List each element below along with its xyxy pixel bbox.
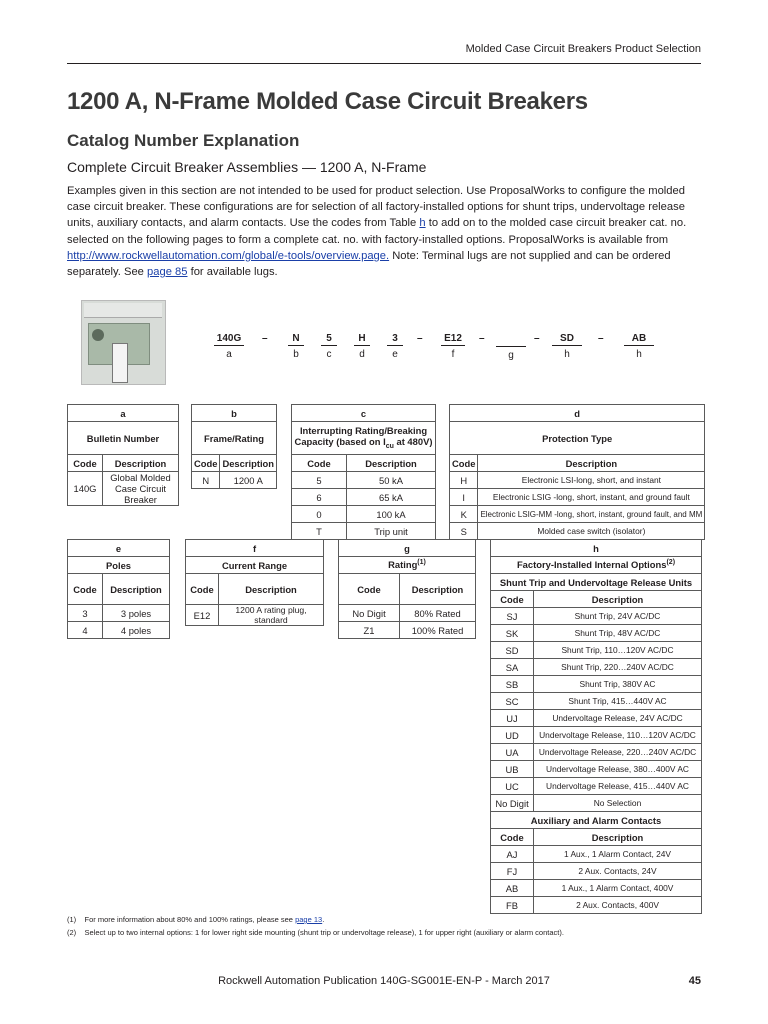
cell-code: UB [491, 761, 534, 778]
table-d-protection [449, 404, 705, 540]
cell-description: Trip unit [347, 523, 436, 540]
cat-segment-g [496, 333, 526, 361]
cell-code: Z1 [339, 622, 400, 639]
cat-segment-d [354, 333, 370, 360]
cat-segment-f [441, 333, 465, 360]
cell-code: K [450, 506, 478, 523]
col-header-description: Description [534, 591, 702, 608]
cat-segment-a [214, 333, 244, 360]
intro-text-4: for available lugs. [187, 266, 278, 279]
cell-code: 5 [292, 472, 347, 489]
col-header-description: Description [534, 829, 702, 846]
table-c-interrupting [291, 404, 436, 540]
table-row [491, 897, 702, 914]
col-header-description: Description [478, 455, 705, 472]
cell-description: Shunt Trip, 24V AC/DC [534, 608, 702, 625]
footnote-end: . [322, 915, 325, 924]
cat-segment-h2 [624, 333, 654, 360]
footnote-marker: (1) [67, 915, 77, 924]
cat-dash: – [598, 333, 604, 344]
cell-code: N [192, 472, 220, 489]
cell-code: SC [491, 693, 534, 710]
table-row [491, 727, 702, 744]
table-row [450, 523, 705, 540]
col-header-code: Code [450, 455, 478, 472]
cat-code: 140G [214, 333, 244, 346]
cat-letter: d [359, 349, 365, 360]
intro-paragraph [67, 183, 701, 280]
cell-code: UC [491, 778, 534, 795]
table-row [292, 506, 436, 523]
table-title: Poles [68, 557, 170, 574]
cat-code: 5 [321, 333, 337, 346]
table-letter: h [491, 540, 702, 557]
col-header-code: Code [339, 574, 400, 605]
cell-code: No Digit [491, 795, 534, 812]
col-header-code: Code [186, 574, 219, 605]
table-row [68, 472, 179, 506]
cell-code: S [450, 523, 478, 540]
cat-segment-b [288, 333, 304, 360]
cell-description: 65 kA [347, 489, 436, 506]
table-g-rating [338, 539, 476, 639]
cell-code: T [292, 523, 347, 540]
table-letter: d [450, 405, 705, 422]
table-letter: c [292, 405, 436, 422]
table-row [192, 472, 277, 489]
footnote-marker: (1) [417, 559, 426, 567]
col-header-code: Code [491, 591, 534, 608]
table-row [491, 761, 702, 778]
cell-code: H [450, 472, 478, 489]
page-number: 45 [688, 975, 701, 987]
cat-dash: – [534, 333, 540, 344]
col-header-code: Code [491, 829, 534, 846]
subtitle: Catalog Number Explanation [67, 131, 300, 150]
table-row [491, 863, 702, 880]
cell-code: UD [491, 727, 534, 744]
col-header-description: Description [103, 574, 170, 605]
footnote-text: Select up to two internal options: 1 for lower right side mounting (shunt trip or undervoltage release), 1 for upper right (auxiliary or alarm contact). [84, 928, 564, 937]
table-title: Current Range [186, 557, 324, 574]
cell-description: 50 kA [347, 472, 436, 489]
col-header-description: Description [103, 455, 179, 472]
cell-code: I [450, 489, 478, 506]
table-title [339, 557, 476, 574]
table-title: Frame/Rating [192, 422, 277, 455]
table-row [450, 472, 705, 489]
page-13-link[interactable]: page 13 [295, 915, 323, 924]
title-line-3: at 480V) [393, 435, 433, 447]
title-line-2: Capacity (based on I [294, 435, 386, 447]
cell-description: Undervoltage Release, 110…120V AC/DC [534, 727, 702, 744]
col-header-description: Description [400, 574, 476, 605]
table-row [491, 795, 702, 812]
cell-description: Undervoltage Release, 380…400V AC [534, 761, 702, 778]
cell-description: No Selection [534, 795, 702, 812]
cat-letter: b [293, 349, 299, 360]
page-title: 1200 A, N-Frame Molded Case Circuit Breakers [67, 88, 588, 115]
title-line-1: Interrupting Rating/Breaking [299, 424, 428, 436]
cell-code: FJ [491, 863, 534, 880]
table-row [491, 642, 702, 659]
cat-segment-h1 [552, 333, 582, 360]
cell-description: Shunt Trip, 110…120V AC/DC [534, 642, 702, 659]
cell-description: 2 Aux. Contacts, 400V [534, 897, 702, 914]
table-row [491, 744, 702, 761]
cat-dash: – [417, 333, 423, 344]
cell-code: SA [491, 659, 534, 676]
cell-description: 2 Aux. Contacts, 24V [534, 863, 702, 880]
cat-letter: f [451, 349, 455, 360]
cat-dash: – [262, 333, 268, 344]
col-header-code: Code [292, 455, 347, 472]
cell-description: Electronic LSIG-MM -long, short, instant, ground fault, and MM [478, 506, 705, 523]
cell-code: AJ [491, 846, 534, 863]
table-row [491, 778, 702, 795]
intro-text-3: Note: Terminal lugs are not supplied and can be ordered separately. See [67, 249, 671, 279]
table-row [339, 622, 476, 639]
table-title: Bulletin Number [68, 422, 179, 455]
cat-letter: g [508, 350, 514, 361]
table-b-frame [191, 404, 277, 489]
table-row [292, 489, 436, 506]
table-title [491, 557, 702, 574]
cell-description: Electronic LSIG -long, short, instant, and ground fault [478, 489, 705, 506]
table-row [292, 523, 436, 540]
footnote-marker: (2) [666, 559, 676, 567]
table-a-bulletin [67, 404, 179, 506]
cell-description: 100 kA [347, 506, 436, 523]
cell-description: 1200 A [220, 472, 277, 489]
col-header-code: Code [192, 455, 220, 472]
table-row [491, 846, 702, 863]
cell-description: 4 poles [103, 622, 170, 639]
section-heading: Complete Circuit Breaker Assemblies — 1200 A, N-Frame [67, 159, 427, 175]
table-row [450, 506, 705, 523]
table-row [491, 608, 702, 625]
cat-segment-c [321, 333, 337, 360]
cell-code: SD [491, 642, 534, 659]
table-row [491, 710, 702, 727]
cat-code: AB [624, 333, 654, 346]
cell-description: 1 Aux., 1 Alarm Contact, 24V [534, 846, 702, 863]
cat-code: 3 [387, 333, 403, 346]
cell-code: UA [491, 744, 534, 761]
cell-code: E12 [186, 605, 219, 626]
title-subscript: cu [385, 442, 394, 450]
table-row [292, 472, 436, 489]
cell-description: Undervoltage Release, 24V AC/DC [534, 710, 702, 727]
col-header-code: Code [68, 574, 103, 605]
proposalworks-link[interactable]: http://www.rockwellautomation.com/global/e-tools/overview.page. [67, 249, 390, 262]
footer-publication: Rockwell Automation Publication 140G-SG001E-EN-P - March 2017 [218, 975, 550, 987]
cat-letter: h [636, 349, 642, 360]
title-text: Rating [388, 559, 418, 571]
cell-code: 3 [68, 605, 103, 622]
circuit-breaker-photo [81, 300, 166, 385]
table-letter: a [68, 405, 179, 422]
col-header-code: Code [68, 455, 103, 472]
cell-code: No Digit [339, 605, 400, 622]
header-rule [67, 63, 701, 64]
cell-code: 6 [292, 489, 347, 506]
cell-description: Shunt Trip, 220…240V AC/DC [534, 659, 702, 676]
intro-text-2: to add on to the molded case circuit breaker cat. no. selected on the following pages to form a complete cat. no. with factory-installed options. ProposalWorks is available from [67, 217, 687, 246]
title-text: Factory-Installed Internal Options [516, 559, 667, 571]
cat-code: N [288, 333, 304, 346]
cell-code: AB [491, 880, 534, 897]
cell-description: Shunt Trip, 415…440V AC [534, 693, 702, 710]
cell-description: Global Molded Case Circuit Breaker [103, 472, 179, 506]
table-row [339, 605, 476, 622]
col-header-description: Description [220, 455, 277, 472]
table-f-current-range [185, 539, 324, 626]
cell-description: Electronic LSI-long, short, and instant [478, 472, 705, 489]
intro-text-1: Examples given in this section are not intended to be used for product selection. Use ProposalWorks to configure the molded case circuit breaker. These configurations are for selection of all factory-installed options for shunt trips, undervoltage release units, auxiliary contacts, and alarm contacts. Use the codes from Table [67, 185, 685, 230]
table-row [186, 605, 324, 626]
cell-description: 1200 A rating plug, standard [219, 605, 324, 626]
cell-description: Undervoltage Release, 220…240V AC/DC [534, 744, 702, 761]
table-title: Protection Type [450, 422, 705, 455]
table-row [491, 625, 702, 642]
cell-description: Shunt Trip, 380V AC [534, 676, 702, 693]
cell-code: SJ [491, 608, 534, 625]
subheading-aux-alarm: Auxiliary and Alarm Contacts [491, 812, 702, 829]
cell-description: Molded case switch (isolator) [478, 523, 705, 540]
table-row [68, 622, 170, 639]
table-row [491, 659, 702, 676]
cat-letter: h [564, 349, 570, 360]
table-row [68, 605, 170, 622]
cell-code: 140G [68, 472, 103, 506]
cell-code: FB [491, 897, 534, 914]
cell-description: 80% Rated [400, 605, 476, 622]
cat-letter: a [226, 349, 232, 360]
table-h-internal-options [490, 539, 702, 914]
cell-description: 3 poles [103, 605, 170, 622]
col-header-description: Description [347, 455, 436, 472]
cell-code: SB [491, 676, 534, 693]
page-85-link[interactable]: page 85 [147, 266, 188, 279]
cat-code [496, 333, 526, 347]
footnote-text: For more information about 80% and 100% ratings, please see [84, 915, 296, 924]
table-letter: b [192, 405, 277, 422]
table-title [292, 422, 436, 455]
running-head: Molded Case Circuit Breakers Product Selection [465, 43, 701, 55]
col-header-description: Description [219, 574, 324, 605]
table-letter: f [186, 540, 324, 557]
cell-code: UJ [491, 710, 534, 727]
cell-code: 0 [292, 506, 347, 523]
table-row [491, 880, 702, 897]
table-row [450, 489, 705, 506]
cat-letter: e [392, 349, 398, 360]
table-letter: g [339, 540, 476, 557]
cat-code: SD [552, 333, 582, 346]
cell-description: Shunt Trip, 48V AC/DC [534, 625, 702, 642]
cat-dash: – [479, 333, 485, 344]
table-letter: e [68, 540, 170, 557]
table-e-poles [67, 539, 170, 639]
cat-code: H [354, 333, 370, 346]
table-row [491, 693, 702, 710]
cell-description: Undervoltage Release, 415…440V AC [534, 778, 702, 795]
subheading-shunt-trip: Shunt Trip and Undervoltage Release Units [491, 574, 702, 591]
cat-segment-e [387, 333, 403, 360]
cell-code: SK [491, 625, 534, 642]
table-h-link[interactable]: h [419, 217, 426, 230]
footnote-1 [67, 915, 324, 924]
cell-description: 100% Rated [400, 622, 476, 639]
cat-letter: c [326, 349, 332, 360]
footnote-marker: (2) [67, 928, 77, 937]
cell-code: 4 [68, 622, 103, 639]
table-row [491, 676, 702, 693]
footnote-2 [67, 928, 564, 937]
cell-description: 1 Aux., 1 Alarm Contact, 400V [534, 880, 702, 897]
cat-code: E12 [441, 333, 465, 346]
